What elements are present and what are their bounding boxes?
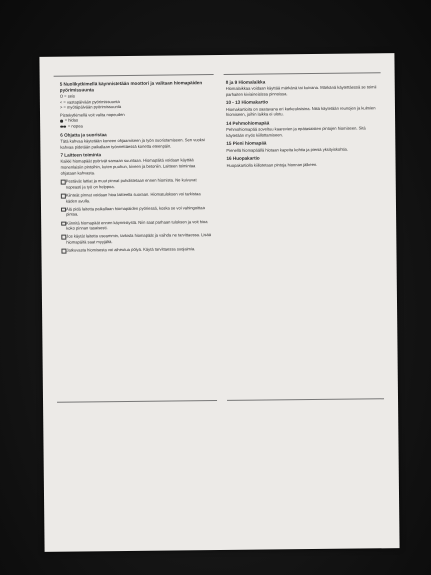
section-5-title: 5 Nuolikytkimellä käynnistetään moottori ja valitaan hiomapäiden pyörimissuunta [59, 80, 203, 93]
top-rule-left [54, 74, 214, 77]
switch-ccw-line: < = vastapäivään pyörimissuunta [59, 98, 120, 105]
switch-cw-line: > = myötäpäivään pyörimissuunta [59, 104, 122, 110]
speed-slow-label: = hidas [64, 117, 79, 124]
checklist-item: Älä pidä laitetta paikallaan hiomapäiden pyöriessä, koska se voi vahingoittaa pintaa. [61, 205, 211, 218]
section-7-title: 7 Laitteen toiminta [60, 152, 102, 158]
section-7 [60, 151, 210, 176]
section-16-text: Huopakartiolla kiillotetaan pintoja hionnan jälkeen. [226, 161, 318, 168]
section-6 [60, 131, 210, 150]
section-6-title: 6 Ohjatta ja suoristaa [60, 131, 107, 138]
double-dot-icon [60, 124, 68, 129]
speed-switch-text: Pistekytkimellä voit valita nopeuden [60, 111, 125, 118]
section-8-9 [226, 78, 378, 97]
section-10-13 [226, 99, 378, 118]
right-column [226, 78, 379, 171]
checklist-item: Kiinteät pinnat voidaan hioa laitteella suoraan. Hiomatuloksen voi tarkistaa käden avulla. [61, 191, 211, 204]
section-8-9-title: 8 ja 9 Hiomalaikka [225, 79, 266, 85]
section-14-title: 14 Pehmohiomapää [226, 120, 270, 126]
single-dot-icon [60, 120, 63, 123]
section-5 [60, 80, 210, 129]
section-10-13-title: 10 - 13 Hiomakartio [225, 99, 269, 106]
checklist-item: Pestävät lattiat ja muut pinnat puhdistetaan ennen hiomista. Ne kuivuvat nopeasti ja työ on helppoa. [61, 177, 211, 190]
checklist-item: Jos käytät laitetta useammin, tarkista hiomapäät ja vaihda ne tarvittaessa. Lisää hiomapäitä saat myyjältä. [61, 232, 211, 245]
checklist-item: Kiinnitä hiomapäät ennen käynnistystä. Niin saat parhaan tuloksen ja voit hioa koko pinnan tasaisesti. [61, 219, 211, 232]
checklist [61, 177, 212, 253]
left-column [60, 80, 212, 256]
speed-fast-line [60, 122, 210, 129]
section-7-text: Kaikki hiomapäät pyörivät samaan suuntaan. Hiomapäitä voidaan käyttää monenlaisiin pintoihin, kuten puuhun, kiveen ja betoniin. Laitteen toimintaa ohjataan kahvasta. [60, 157, 196, 176]
section-16 [226, 155, 378, 168]
switch-off-line: O = seis [59, 93, 75, 99]
checklist-item: Jatkuvasta hiomisesta voi aiheutua pölyä. Käytä tarvittaessa suojaimia. [61, 246, 211, 253]
bottom-rule-right [227, 398, 384, 401]
section-14 [226, 119, 378, 138]
instruction-sheet [39, 53, 399, 552]
section-6-text: Tätä kahvaa käytetään koneen ohjaamiseen ja työn suoristamiseen. Sen vuoksi kahvaa pidetään paikallaan työnnettäessä konetta eteenpäin. [60, 137, 205, 150]
section-8-9-text: Hiomalaikkaa voidaan käyttää märkänä tai kuivana. Märkänä käytettäessä se toimii parhaiten kiviaineisissa pinnoissa. [225, 84, 377, 97]
section-14-text: Pehmohiomapää soveltuu kaarevien ja epätasaisten pintojen hiomiseen. Sitä käytetään myös kiillottamiseen. [226, 125, 366, 138]
top-rule-right [224, 72, 381, 75]
section-15-text: Pienellä hiomapäällä hiotaan kapeita kohtia ja pieniä yksityiskohtia. [226, 146, 348, 153]
section-15 [226, 140, 378, 153]
section-16-title: 16 Huopakartio [226, 155, 260, 162]
bottom-rule-left [57, 400, 217, 403]
section-15-title: 15 Pieni hiomapää [226, 140, 267, 147]
section-10-13-text: Hiomakartioita on saatavana eri karkeuksisina. Niitä käytetään reunojen ja kulmien hiomiseen, joihin laikka ei ulotu. [225, 105, 376, 118]
speed-fast-label: = nopea [67, 123, 83, 129]
